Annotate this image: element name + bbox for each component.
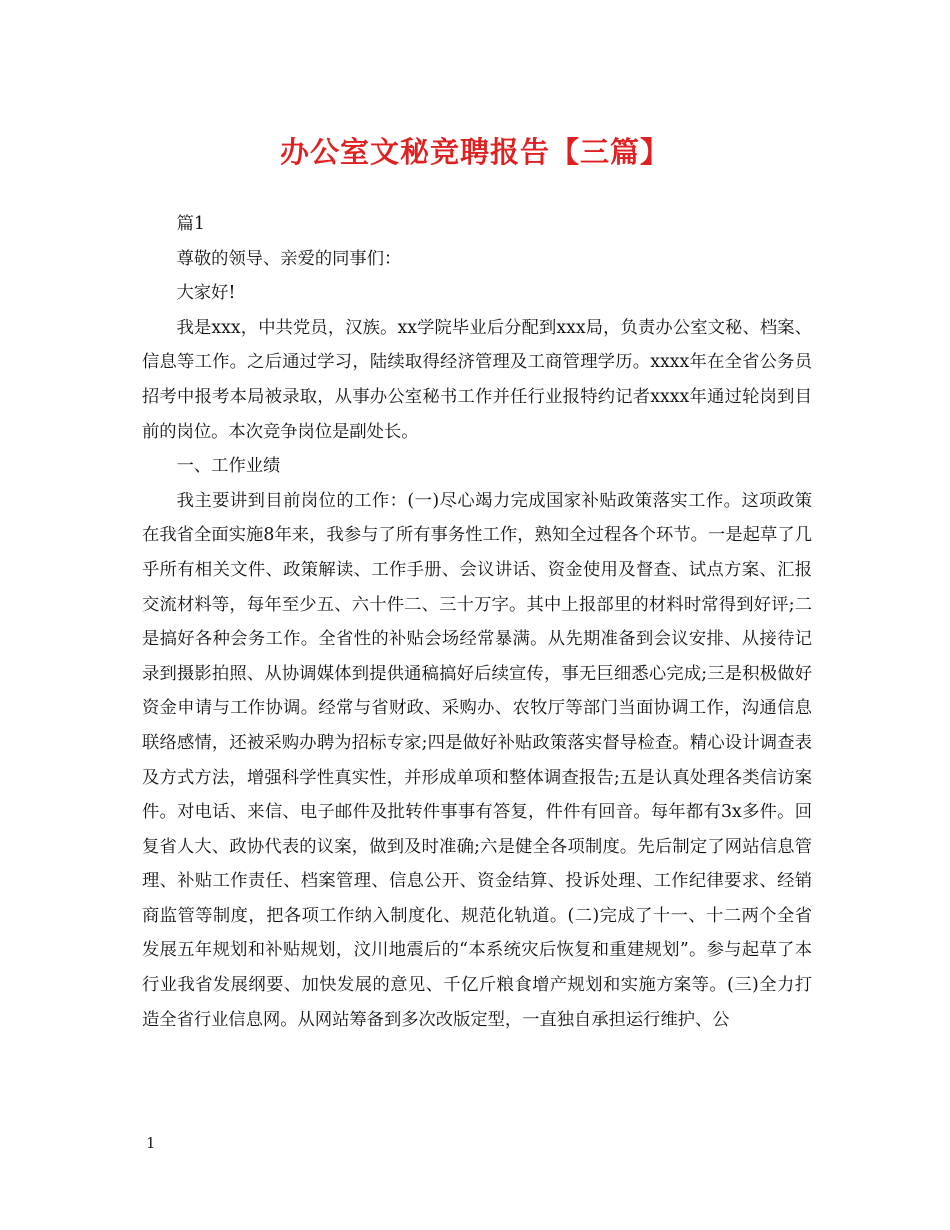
paragraph-introduction: 我是xxx，中共党员，汉族。xx学院毕业后分配到xxx局，负责办公室文秘、档案、信息等工作。之后通过学习，陆续取得经济管理及工商管理学历。xxxx年在全省公务员招考中报考本局被录取，从事办公室秘书工作并任行业报特约记者xxxx年通过轮岗到目前的岗位。本次竞争岗位是副处长。	[142, 317, 812, 442]
page-number: 1	[146, 1134, 156, 1152]
paragraph-heading-work-achievements: 一、工作业绩	[176, 456, 281, 477]
paragraph-salutation: 尊敬的领导、亲爱的同事们：	[176, 248, 402, 269]
paragraph-work-details: 我主要讲到目前岗位的工作：(一)尽心竭力完成国家补贴政策落实工作。这项政策在我省全面实施8年来，我参与了所有事务性工作，熟知全过程各个环节。一是起草了几乎所有相关文件、政策解读、工作手册、会议讲话、资金使用及督查、试点方案、汇报交流材料等，每年至少五、六十件二、三十万字。其中上报部里的材料时常得到好评;二是搞好各种会务工作。全省性的补贴会场经常暴满。从先期准备到会议安排、从接待记录到摄影拍照、从协调媒体到提供通稿搞好后续宣传，事无巨细悉心完成;三是积极做好资金申请与工作协调。经常与省财政、采购办、农牧厅等部门当面协调工作，沟通信息联络感情，还被采购办聘为招标专家;四是做好补贴政策落实督导检查。精心设计调查表及方式方法，增强科学性真实性，并形成单项和整体调查报告;五是认真处理各类信访案件。对电话、来信、电子邮件及批转件事事有答复，件件有回音。每年都有3x多件。回复省人大、政协代表的议案，做到及时准确;六是健全各项制度。先后制定了网站信息管理、补贴工作责任、档案管理、信息公开、资金结算、投诉处理、工作纪律要求、经销商监管等制度，把各项工作纳入制度化、规范化轨道。(二)完成了十一、十二两个全省发展五年规划和补贴规划，汶川地震后的“本系统灾后恢复和重建规划”。参与起草了本行业我省发展纲要、加快发展的意见、千亿斤粮食增产规划和实施方案等。(三)全力打造全省行业信息网。从网站筹备到多次改版定型，一直独自承担运行维护、公	[142, 490, 812, 1030]
paragraph-greeting: 大家好!	[176, 283, 236, 304]
document-title: 办公室文秘竞聘报告【三篇】	[279, 135, 670, 169]
document-body	[142, 207, 812, 1037]
paragraph-section-label: 篇1	[176, 214, 205, 234]
